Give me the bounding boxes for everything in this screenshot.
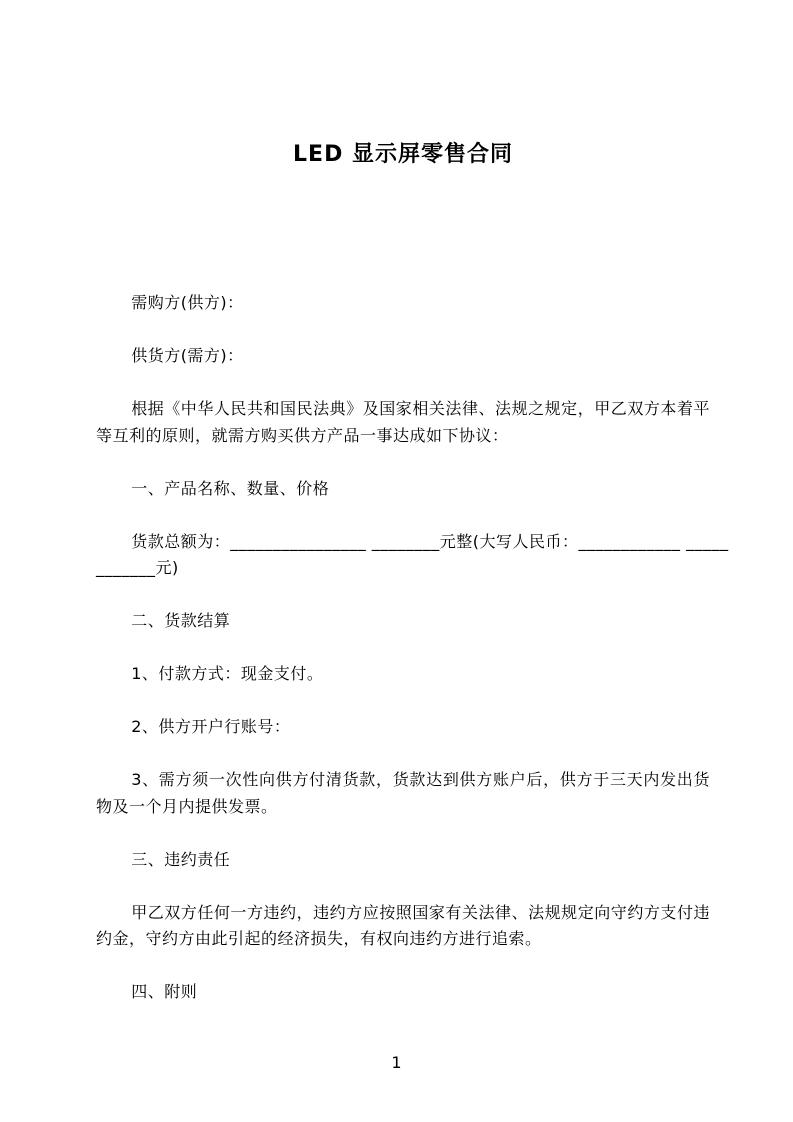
preamble-paragraph: 根据《中华人民共和国民法典》及国家相关法律、法规之规定，甲乙双方本着平等互利的原则，就需方购买供方产品一事达成如下协议： — [96, 399, 710, 445]
supplier-party-line: 供货方(需方)： — [131, 346, 244, 365]
total-amount-paragraph — [96, 529, 729, 582]
delivery-clause: 3、需方须一次性向供方付清货款，货款达到供方账户后，供方于三天内发出货物及一个月内提供发票。 — [96, 770, 710, 816]
total-amount-blank-line-2: _______元) — [96, 558, 179, 577]
section-1-heading: 一、产品名称、数量、价格 — [131, 478, 330, 498]
buyer-party-line: 需购方(供方)： — [131, 293, 244, 312]
section-4-heading: 四、附则 — [131, 982, 198, 1001]
section-2-heading: 二、货款结算 — [131, 611, 231, 630]
total-amount-blank-line-1: 货款总额为：________________ ________元整(大写人民币：____________ _____ — [131, 531, 729, 551]
breach-liability-clause: 甲乙双方任何一方违约，违约方应按照国家有关法律、法规规定向守约方支付违约金，守约方由此引起的经济损失，有权向违约方进行追索。 — [96, 902, 710, 948]
document-title: LED 显示屏零售合同 — [293, 142, 513, 167]
payment-method-clause: 1、付款方式：现金支付。 — [131, 664, 324, 683]
section-3-heading: 三、违约责任 — [131, 849, 231, 869]
bank-account-clause: 2、供方开户行账号： — [131, 717, 291, 736]
page-number: 1 — [391, 1053, 402, 1072]
